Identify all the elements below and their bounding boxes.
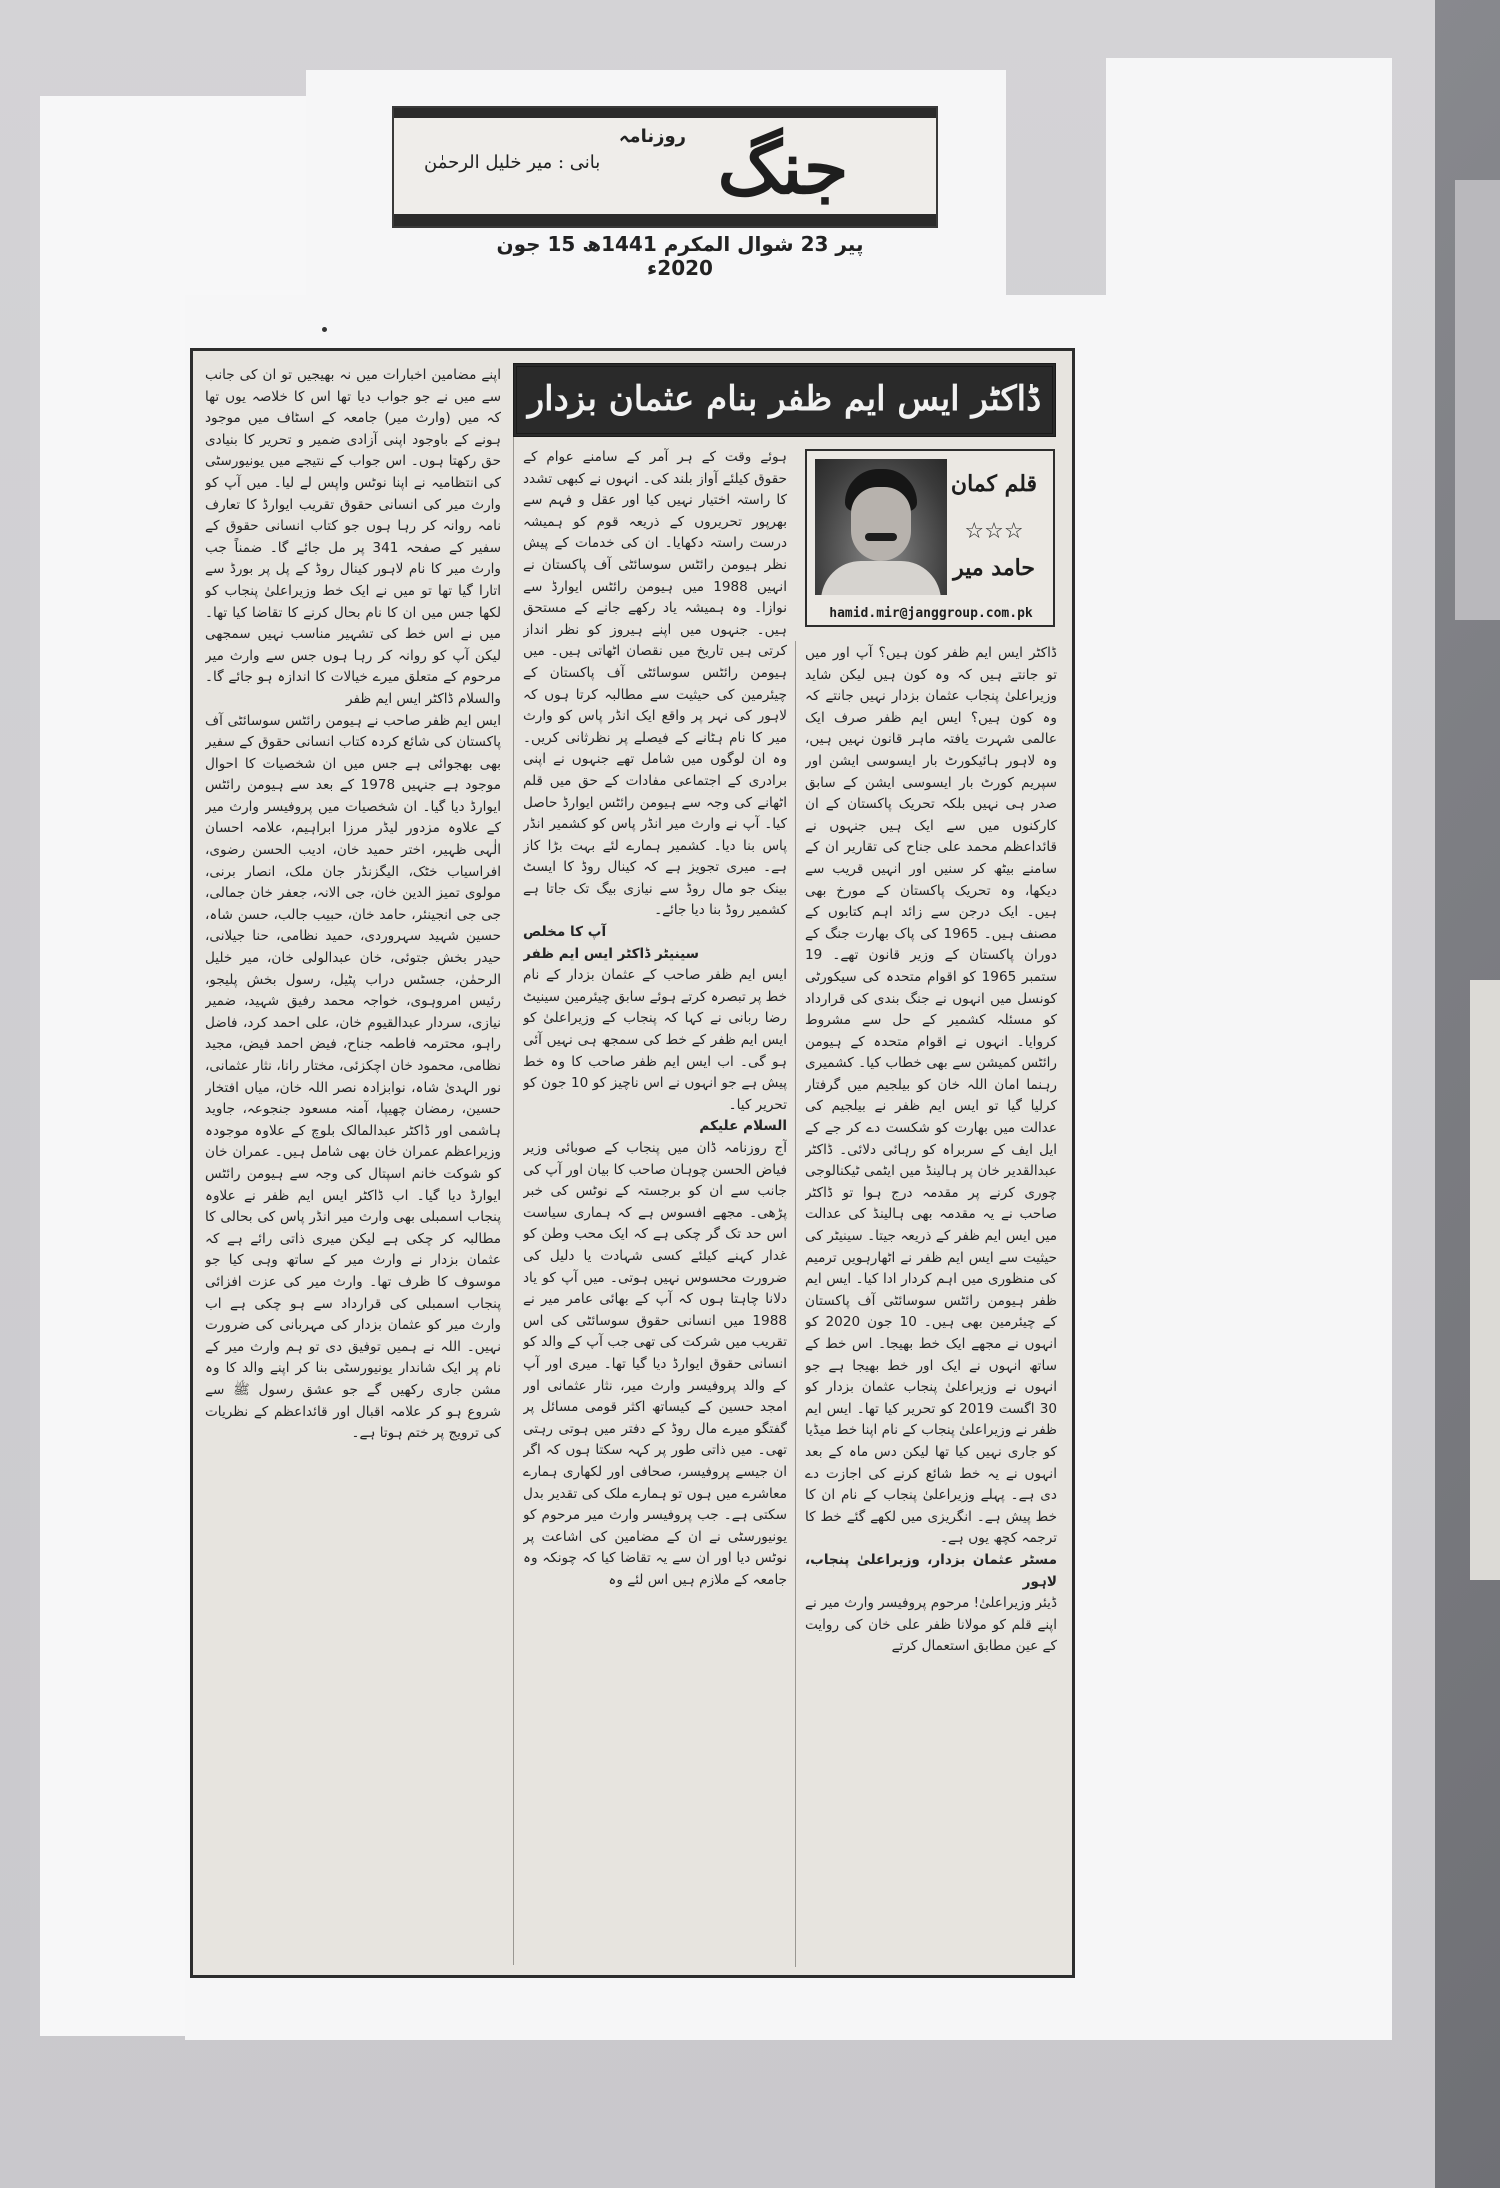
column-name: قلم کمان — [950, 471, 1038, 497]
letter-closing: آپ کا مخلص — [523, 924, 607, 941]
paragraph: ایس ایم ظفر صاحب کے عثمان بزدار کے نام خط پر تبصرہ کرتے ہوئے سابق چیئرمین سینیٹ رضا ربانی نے کہا کہ پنجاب کے وزیراعلیٰ کو ایس ایم ظفر کے خط کی سمجھ ہی نہیں آئی ہو گی۔ اب ایس ایم ظفر صاحب کا وہ خط پیش ہے جو انہوں نے اس ناچیز کو 10 جون کو تحریر کیا۔ — [523, 967, 787, 1113]
author-portrait — [815, 459, 947, 595]
side-paper-scrap-lower — [1470, 980, 1500, 1580]
masthead-bottom-bar — [394, 214, 936, 226]
newspaper-logo: جنگ — [717, 125, 849, 210]
masthead-top-bar — [394, 108, 936, 118]
paragraph: ہوئے وقت کے ہر آمر کے سامنے عوام کے حقوق کیلئے آواز بلند کی۔ انہوں نے کبھی تشدد کا راستہ اختیار نہیں کیا اور عقل و فہم سے بھرپور تحریروں کے ذریعہ قوم کو ہمیشہ درست راستہ دکھایا۔ ان کی خدمات کے پیش نظر ہیومن رائٹس سوسائٹی آف پاکستان نے انہیں 1988 میں ہیومن رائٹس ایوارڈ سے نوازا۔ وہ ہمیشہ یاد رکھے جانے کے مستحق ہیں۔ جنہوں میں اپنے ہیروز کو نظر انداز کرتی ہیں تاریخ میں نقصان اٹھاتی ہیں۔ میں ہیومن رائٹس سوسائٹی آف پاکستان کے چیئرمین کی حیثیت سے مطالبہ کرتا ہوں کہ لاہور کی نہر پر واقع ایک انڈر پاس کو وارث میر کا نام ہٹانے کے فیصلے پر نظرثانی کریں۔ وہ ان لوگوں میں شامل تھے جنہوں نے اپنی برادری کے اجتماعی مفادات کے حق میں قلم اٹھانے کی وجہ سے ہیومن رائٹس ایوارڈ حاصل کیا۔ آپ نے وارث میر انڈر پاس کو کشمیر انڈر پاس بنا دیا۔ کشمیر ہمارے لئے بہت بڑا کاز ہے۔ میری تجویز ہے کہ کینال روڈ کا ایسٹ بینک جو مال روڈ سے نیازی بیگ تک جاتا ہے کشمیر روڈ بنا دیا جائے۔ — [523, 449, 787, 919]
column-rule — [513, 365, 514, 1965]
letter-salutation: السلام علیکم — [699, 1118, 787, 1135]
article-column-left — [205, 365, 501, 1969]
paragraph: ڈاکٹر ایس ایم ظفر کون ہیں؟ آپ اور میں تو جانتے ہیں کہ وہ کون ہیں لیکن شاید وزیراعلیٰ پنجاب عثمان بزدار نہیں جانتے کہ وہ کون ہیں؟ ایس ایم ظفر صرف ایک عالمی شہرت یافتہ ماہر قانون نہیں ہیں، وہ لاہور ہائیکورٹ بار ایسوسی ایشن اور سپریم کورٹ بار ایسوسی ایشن کے سابق صدر ہی نہیں بلکہ تحریک پاکستان کے ان کارکنوں میں سے ایک ہیں جنہوں نے قائداعظم محمد علی جناح کی تقاریر ان کے سامنے بیٹھ کر سنیں اور انہیں قریب سے دیکھا، وہ تحریک پاکستان کے مورخ بھی ہیں۔ ایک درجن سے زائد اہم کتابوں کے مصنف ہیں۔ 1965 کی پاک بھارت جنگ کے دوران پاکستان کے وزیر قانون تھے۔ 19 ستمبر 1965 کو اقوام متحدہ کی سیکورٹی کونسل میں انہوں نے جنگ بندی کی قرارداد کو مسئلہ کشمیر کے حل سے مشروط کروایا۔ انہوں نے اقوام متحدہ کے ہیومن رائٹس کمیشن سے بھی خطاب کیا۔ کشمیری رہنما امان اللہ خان کو بیلجیم میں گرفتار کرلیا گیا تو ایس ایم ظفر نے بیلجیم کی عدالت میں بھارت کو شکست دے کر جے کے ایل ایف کے سربراہ کو رہائی دلائی۔ ڈاکٹر عبدالقدیر خان پر ہالینڈ میں ایٹمی ٹیکنالوجی چوری کرنے پر مقدمہ درج ہوا تو ڈاکٹر صاحب نے یہ مقدمہ بھی ہالینڈ کی عدالت میں ایس ایم ظفر کے ذریعہ جیتا۔ سینیٹر کی حیثیت سے ایس ایم ظفر نے اٹھارہویں ترمیم کی منظوری میں اہم کردار ادا کیا۔ ایس ایم ظفر ہیومن رائٹس سوسائٹی آف پاکستان کے چیئرمین بھی ہیں۔ 10 جون 2020 کو انہوں نے مجھے ایک خط بھیجا۔ اس خط کے ساتھ انہوں نے ایک اور خط بھیجا ہے جو انہوں نے وزیراعلیٰ پنجاب عثمان بزدار کو 30 اگست 2019 کو تحریر کیا تھا۔ ایس ایم ظفر نے وزیراعلیٰ پنجاب کے نام اپنا خط میڈیا کو جاری نہیں کیا تھا لیکن دس ماہ کے بعد انہوں نے یہ خط شائع کرنے کی اجازت دے دی ہے۔ پہلے وزیراعلیٰ پنجاب کے نام ان کا خط پیش ہے۔ انگریزی میں لکھے گئے خط کا ترجمہ کچھ یوں ہے۔ — [805, 645, 1057, 1547]
paragraph: ڈیئر وزیراعلیٰ! مرحوم پروفیسر وارث میر نے اپنے قلم کو مولانا ظفر علی خان کی روایت کے عین مطابق استعمال کرتے — [805, 1595, 1057, 1655]
masthead-prefix: روزنامہ — [618, 126, 686, 147]
side-paper-scrap — [1455, 180, 1500, 620]
article-headline: ڈاکٹر ایس ایم ظفر بنام عثمان بزدار — [513, 363, 1056, 437]
letter-address: مسٹر عثمان بزدار، وزیراعلیٰ پنجاب، لاہور — [805, 1551, 1057, 1590]
paragraph: آج روزنامہ ڈان میں پنجاب کے صوبائی وزیر فیاض الحسن چوہان صاحب کا بیان اور آپ کی جانب سے ان کو برجستہ کے نوٹس کی خبر پڑھی۔ مجھے افسوس ہے کہ ہماری سیاست اس حد تک گر چکی ہے کہ ایک محب وطن کو غدار کہنے کیلئے کسی شہادت یا دلیل کی ضرورت محسوس نہیں ہوتی۔ میں آپ کو یاد دلانا چاہتا ہوں کہ آپ کے بھائی عامر میر نے 1988 میں انسانی حقوق سوسائٹی کی اس تقریب میں شرکت کی تھی جب آپ کے والد کو انسانی حقوق ایوارڈ دیا گیا تھا۔ میری اور آپ کے والد پروفیسر وارث میر، نثار عثمانی اور امجد حسین کے کیساتھ اکثر قومی مسائل پر گفتگو میرے مال روڈ کے دفتر میں ہوتی رہتی تھی۔ میں ذاتی طور پر کہہ سکتا ہوں کہ اگر ان جیسے پروفیسر، صحافی اور لکھاری ہمارے معاشرے میں ہوں تو ہمارے ملک کی تقدیر بدل سکتی ہے۔ جب پروفیسر وارث میر مرحوم کو یونیورسٹی نے ان کے مضامین کی اشاعت پر نوٹس دیا اور ان سے یہ تقاضا کیا کہ چونکہ وہ جامعہ کے ملازم ہیں اس لئے وہ — [523, 1140, 787, 1588]
article-column-right — [805, 643, 1057, 1969]
column-rule — [795, 641, 796, 1967]
article-clipping — [190, 348, 1075, 1978]
column-stars: ☆☆☆ — [964, 519, 1024, 544]
author-email: hamid.mir@janggroup.com.pk — [829, 606, 1033, 621]
paragraph: اپنے مضامین اخبارات میں نہ بھیجیں تو ان کی جانب سے میں نے جو جواب دیا تھا اس کا خلاصہ یوں تھا کہ میں (وارث میر) جامعہ کے اسٹاف میں موجود ہونے کے باوجود اپنی آزادی ضمیر و تحریر کا بنیادی حق رکھتا ہوں۔ اس جواب کے نتیجے میں یونیورسٹی کی انتظامیہ نے اپنا نوٹس واپس لے لیا۔ میں آپ کو وارث میر کی انسانی حقوق تقریب ایوارڈ کا تعارف نامہ روانہ کر رہا ہوں جو کتاب انسانی حقوق کے سفیر کے صفحہ 341 پر مل جائے گا۔ ضمناً جب وارث میر کا نام لاہور کینال روڈ کے پل پر بورڈ سے اتارا گیا تھا تو میں نے ایک خط وزیراعلیٰ پنجاب کو لکھا جس میں ان کا نام بحال کرنے کا تقاضا کیا تھا۔ میں نے اس خط کی تشہیر مناسب نہیں سمجھی لیکن آپ کو روانہ کر رہا ہوں جس سے وارث میر مرحوم کے متعلق میرے خیالات کا اندازہ ہو جائے گا۔ والسلام ڈاکٹر ایس ایم ظفر — [205, 367, 501, 707]
dateline: پیر 23 شوال المکرم 1441ھ 15 جون 2020ء — [496, 232, 864, 280]
paragraph: ایس ایم ظفر صاحب نے ہیومن رائٹس سوسائٹی آف پاکستان کی شائع کردہ کتاب انسانی حقوق کے سفیر بھی بھجوائی ہے جس میں ان شخصیات کا احوال موجود ہے جنہیں 1978 کے بعد سے ہیومن رائٹس ایوارڈ دیا گیا۔ ان شخصیات میں پروفیسر وارث میر کے علاوہ مزدور لیڈر مرزا ابراہیم، علامہ احسان الٰہی ظہیر، اختر حمید خان، ادیب الحسن رضوی، افراسیاب خٹک، الیگزنڈر جان ملک، انصار برنی، مولوی تمیز الدین خان، جی الانہ، جعفر خان جمالی، جی جی انجینئر، حامد خان، حبیب جالب، حسن شاہ، حسین شہید سہروردی، حمید نظامی، حنا جیلانی، حیدر بخش جتوئی، خان عبدالولی خان، میر خلیل الرحمٰن، جسٹس دراب پٹیل، رسول بخش پلیجو، رئیس امروہوی، خواجہ محمد رفیق شہید، ضمیر نیازی، سردار عبدالقیوم خان، علی احمد کرد، فاضل راہو، محترمہ فاطمہ جناح، فیض احمد فیض، مجید نظامی، محمود خان اچکزئی، مختار رانا، نثار عثمانی، نور الہدیٰ شاہ، نوابزادہ نصر اللہ خان، میاں افتخار حسین، رمضان چھیپا، آمنہ مسعود جنجوعہ، جاوید ہاشمی اور ڈاکٹر عبدالمالک بلوچ کے علاوہ موجودہ وزیراعظم عمران خان بھی شامل ہیں۔ عمران خان کو شوکت خانم اسپتال کی وجہ سے ہیومن رائٹس ایوارڈ دیا گیا۔ اب ڈاکٹر ایس ایم ظفر نے علاوہ پنجاب اسمبلی بھی وارث میر انڈر پاس کی بحالی کا مطالبہ کر چکی ہے لیکن میری ذاتی رائے ہے کہ عثمان بزدار نے وارث میر کے ساتھ وہی کیا جو موسوف کا ظرف تھا۔ وارث میر کی عزت افزائی پنجاب اسمبلی کی قرارداد سے ہو چکی ہے اب وارث میر کو عثمان بزدار کی مہربانی کی ضرورت نہیں۔ اللہ نے ہمیں توفیق دی تو ہم وارث میر کے نام پر ایک شاندار یونیورسٹی بنا کر اپنے والد کا وہ مشن جاری رکھیں گے جو عشق رسول ﷺ سے شروع ہو کر علامہ اقبال اور قائداعظم کے نظریات کی ترویج پر ختم ہوتا ہے۔ — [205, 712, 501, 1442]
columnist-box — [805, 449, 1055, 627]
article-column-middle — [523, 447, 787, 1969]
letter-signature: سینیٹر ڈاکٹر ایس ایم ظفر — [523, 945, 700, 962]
author-name: حامد میر — [953, 555, 1035, 581]
ink-dot — [322, 327, 327, 332]
masthead-founder: بانی : میر خلیل الرحمٰن — [424, 152, 601, 173]
newspaper-masthead — [392, 106, 938, 228]
